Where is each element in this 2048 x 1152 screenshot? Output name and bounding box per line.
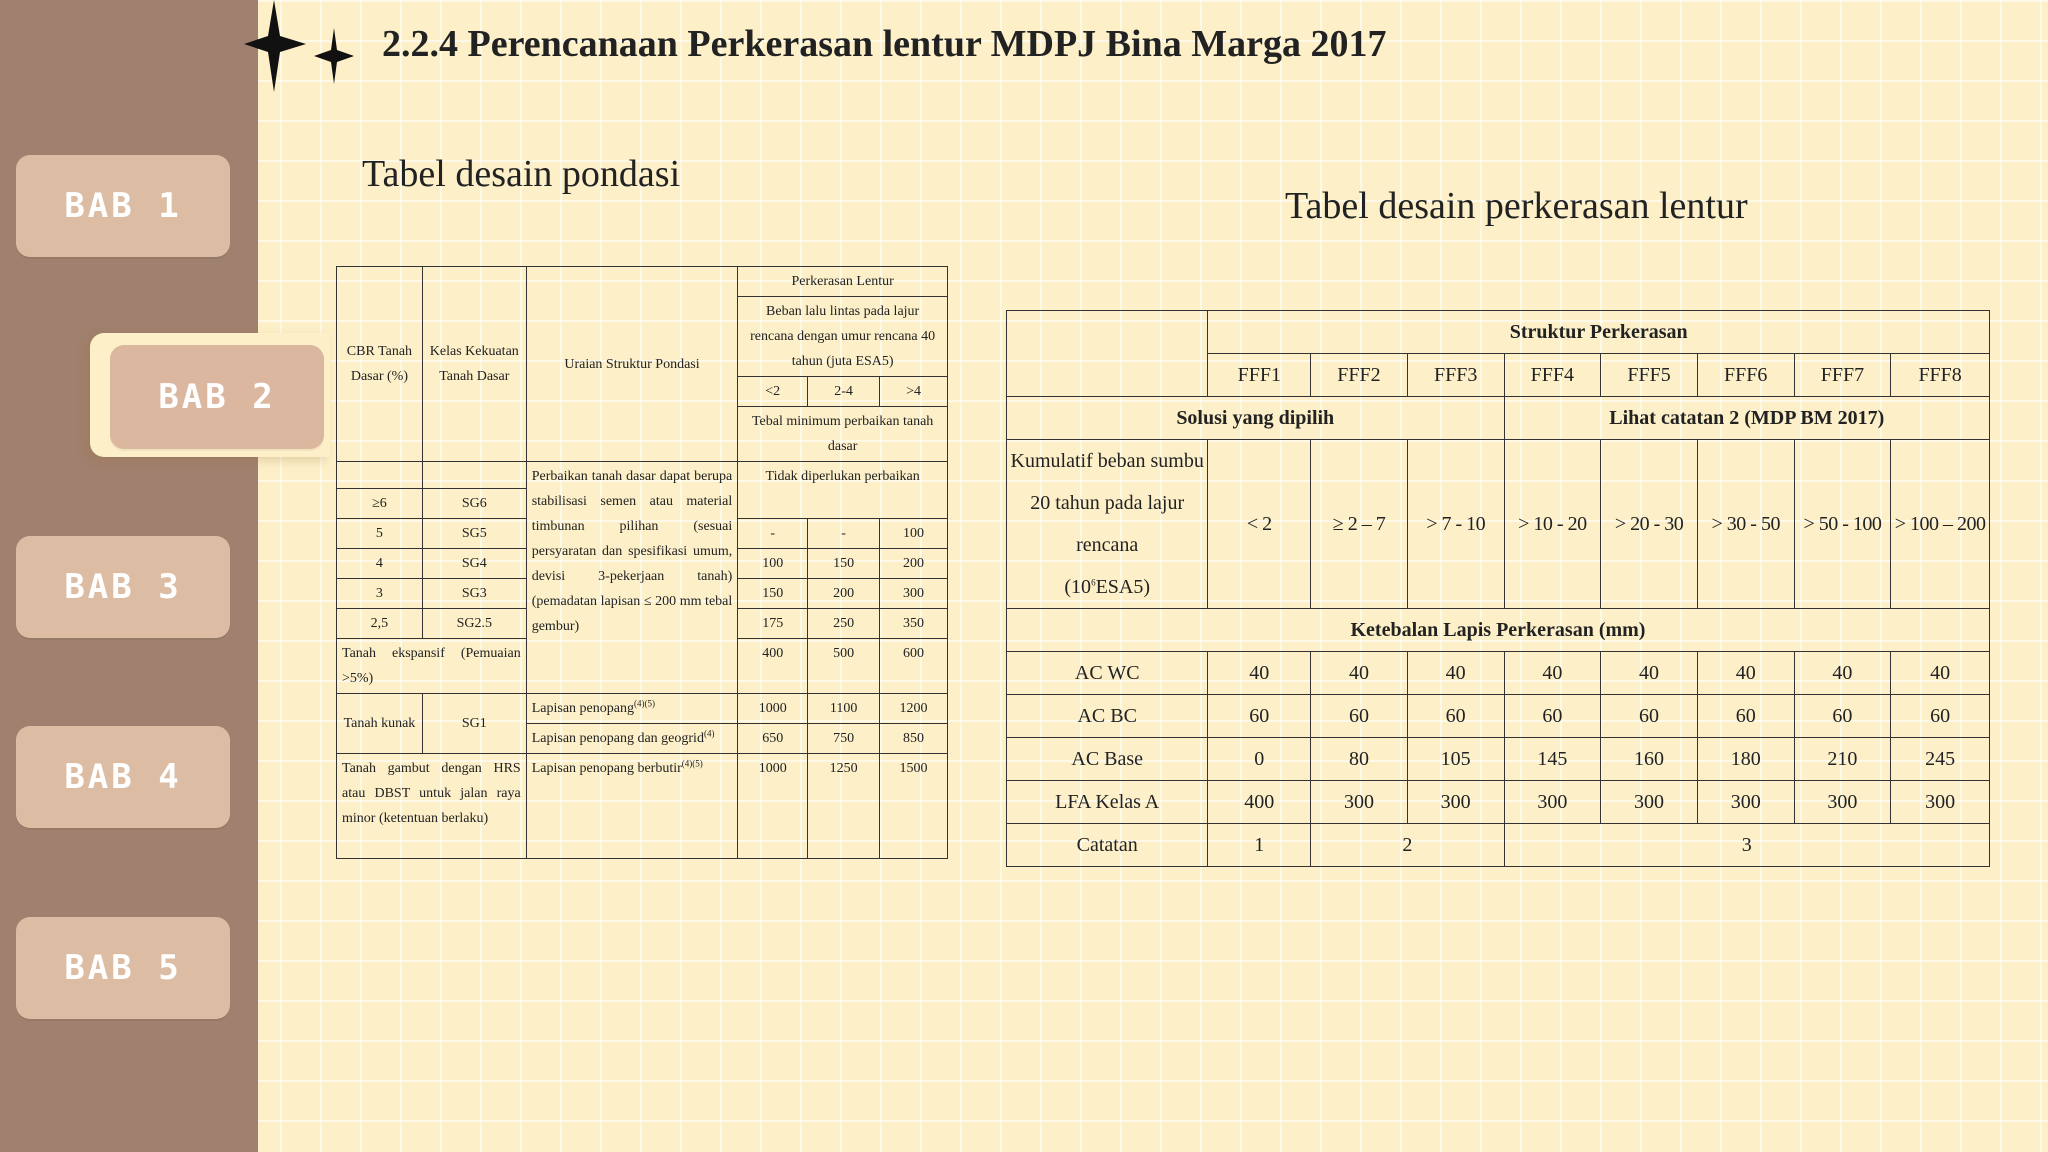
table-cell: - — [738, 519, 808, 549]
solusi-label: Solusi yang dipilih — [1007, 397, 1505, 440]
table-row-kelas: SG6 — [422, 489, 526, 519]
table-cell: 1500 — [880, 754, 948, 859]
col-header: FFF7 — [1794, 354, 1891, 397]
tidak-diperlukan: Tidak diperlukan perbaikan — [738, 462, 948, 519]
table-cell: - — [808, 519, 880, 549]
table-cell: 60 — [1504, 695, 1601, 738]
col-header: FFF6 — [1697, 354, 1794, 397]
ekspansif-label: Tanah ekspansif (Pemuaian >5%) — [337, 639, 527, 694]
ketebalan-label: Ketebalan Lapis Perkerasan (mm) — [1007, 609, 1990, 652]
table-row-kelas: SG4 — [422, 549, 526, 579]
table-row-cbr: 3 — [337, 579, 423, 609]
range-cell: > 50 - 100 — [1794, 440, 1891, 609]
nav-bab-2-button[interactable]: BAB 2 — [110, 345, 324, 449]
layer-name: AC Base — [1007, 738, 1208, 781]
table-cell: 60 — [1601, 695, 1698, 738]
table-cell: 40 — [1601, 652, 1698, 695]
table-cell: 250 — [808, 609, 880, 639]
table-cell: 400 — [1208, 781, 1311, 824]
range-cell: > 30 - 50 — [1697, 440, 1794, 609]
table-cell: 150 — [808, 549, 880, 579]
catatan-cell: 2 — [1311, 824, 1504, 867]
table-cell: 300 — [1794, 781, 1891, 824]
header-struktur: Struktur Perkerasan — [1208, 311, 1990, 354]
table-cell: 40 — [1311, 652, 1408, 695]
header-beban: Beban lalu lintas pada lajur rencana dengan umur rencana 40 tahun (juta ESA5) — [738, 297, 948, 377]
table-cell: 180 — [1697, 738, 1794, 781]
table-cell: 1200 — [880, 694, 948, 724]
header-kelas: Kelas Kekuatan Tanah Dasar — [422, 267, 526, 462]
nav-bab-3-button[interactable]: BAB 3 — [16, 536, 230, 638]
col-header: FFF8 — [1891, 354, 1990, 397]
table-cell: 1250 — [808, 754, 880, 859]
catatan-label: Catatan — [1007, 824, 1208, 867]
table-cell: 1000 — [738, 754, 808, 859]
table-cell: 60 — [1794, 695, 1891, 738]
layer-name: AC WC — [1007, 652, 1208, 695]
table-cell: 145 — [1504, 738, 1601, 781]
gambut-uraian: Lapisan penopang berbutir$^{(4)(5)}$ — [526, 754, 738, 859]
table-cell: 1000 — [738, 694, 808, 724]
range-cell: > 7 - 10 — [1407, 440, 1504, 609]
table-cell: 60 — [1208, 695, 1311, 738]
sparkle-star-icon — [244, 0, 364, 100]
table-row-kelas: SG5 — [422, 519, 526, 549]
table-cell: 100 — [738, 549, 808, 579]
table-cell: 650 — [738, 724, 808, 754]
table-cell: 300 — [1311, 781, 1408, 824]
nav-bab-4-button[interactable]: BAB 4 — [16, 726, 230, 828]
header-lt2: <2 — [738, 377, 808, 407]
kumulatif-label: Kumulatif beban sumbu 20 tahun pada lajur rencana $(10^6ESA5)$ — [1007, 440, 1208, 609]
header-2-4: 2-4 — [808, 377, 880, 407]
range-cell: ≥ 2 – 7 — [1311, 440, 1408, 609]
table-cell: 300 — [1601, 781, 1698, 824]
kunak-label: Tanah kunak — [337, 694, 423, 754]
table-cell: 80 — [1311, 738, 1408, 781]
range-cell: > 100 – 200 — [1891, 440, 1990, 609]
table-cell: 0 — [1208, 738, 1311, 781]
kunak-kelas: SG1 — [422, 694, 526, 754]
table-cell: 300 — [880, 579, 948, 609]
col-header: FFF2 — [1311, 354, 1408, 397]
table-cell: 60 — [1697, 695, 1794, 738]
uraian-perbaikan: Perbaikan tanah dasar dapat berupa stabilisasi semen atau material timbunan pilihan (sesuai persyaratan dan spesifikasi umum, devisi 3-pekerjaan tanah) (pemadatan lapisan ≤ 200 mm tebal gembur) — [526, 462, 738, 694]
table-row-cbr: ≥6 — [337, 489, 423, 519]
table-cell: 300 — [1407, 781, 1504, 824]
table-cell: 210 — [1794, 738, 1891, 781]
kunak-r1-label: Lapisan penopang$^{(4)(5)}$ — [526, 694, 738, 724]
table-desain-perkerasan-lentur — [1006, 310, 1990, 867]
table-cell: 60 — [1891, 695, 1990, 738]
table-cell: 500 — [808, 639, 880, 694]
gambut-label: Tanah gambut dengan HRS atau DBST untuk jalan raya minor (ketentuan berlaku) — [337, 754, 527, 859]
table-cell: 300 — [1504, 781, 1601, 824]
table-cell: 150 — [738, 579, 808, 609]
header-tebal: Tebal minimum perbaikan tanah dasar — [738, 407, 948, 462]
col-header: FFF4 — [1504, 354, 1601, 397]
table-cell: 400 — [738, 639, 808, 694]
range-cell: < 2 — [1208, 440, 1311, 609]
header-perkerasan-lentur: Perkerasan Lentur — [738, 267, 948, 297]
table-desain-pondasi — [336, 266, 948, 859]
subtitle-pondasi: Tabel desain pondasi — [362, 153, 681, 195]
table-cell: 600 — [880, 639, 948, 694]
table-row-cbr: 5 — [337, 519, 423, 549]
table-cell: 60 — [1311, 695, 1408, 738]
table-cell: 300 — [1891, 781, 1990, 824]
header-uraian: Uraian Struktur Pondasi — [526, 267, 738, 462]
table-cell: 1100 — [808, 694, 880, 724]
table-row-cbr: 2,5 — [337, 609, 423, 639]
table-cell: 750 — [808, 724, 880, 754]
range-cell: > 10 - 20 — [1504, 440, 1601, 609]
header-cbr: CBR Tanah Dasar (%) — [337, 267, 423, 462]
table-cell: 40 — [1794, 652, 1891, 695]
table-cell: 100 — [880, 519, 948, 549]
table-cell: 245 — [1891, 738, 1990, 781]
col-header: FFF3 — [1407, 354, 1504, 397]
table-cell: 40 — [1407, 652, 1504, 695]
range-cell: > 20 - 30 — [1601, 440, 1698, 609]
subtitle-perkerasan-lentur: Tabel desain perkerasan lentur — [1285, 185, 1748, 227]
catatan-2-label: Lihat catatan 2 (MDP BM 2017) — [1504, 397, 1989, 440]
layer-name: LFA Kelas A — [1007, 781, 1208, 824]
table-row-kelas: SG2.5 — [422, 609, 526, 639]
table-cell: 850 — [880, 724, 948, 754]
table-cell: 350 — [880, 609, 948, 639]
table-cell: 200 — [880, 549, 948, 579]
layer-name: AC BC — [1007, 695, 1208, 738]
table-cell: 175 — [738, 609, 808, 639]
table-cell: 40 — [1891, 652, 1990, 695]
table-cell: 200 — [808, 579, 880, 609]
table-cell: 105 — [1407, 738, 1504, 781]
nav-bab-1-button[interactable]: BAB 1 — [16, 155, 230, 257]
table-row-kelas: SG3 — [422, 579, 526, 609]
nav-bab-5-button[interactable]: BAB 5 — [16, 917, 230, 1019]
catatan-cell: 1 — [1208, 824, 1311, 867]
catatan-cell: 3 — [1504, 824, 1989, 867]
page-title: 2.2.4 Perencanaan Perkerasan lentur MDPJ Bina Marga 2017 — [382, 23, 1387, 65]
kunak-r2-label: Lapisan penopang dan geogrid$^{(4)}$ — [526, 724, 738, 754]
table-row-cbr: 4 — [337, 549, 423, 579]
table-cell: 40 — [1697, 652, 1794, 695]
table-cell: 300 — [1697, 781, 1794, 824]
col-header: FFF5 — [1601, 354, 1698, 397]
table-cell: 160 — [1601, 738, 1698, 781]
table-cell: 40 — [1208, 652, 1311, 695]
table-cell: 40 — [1504, 652, 1601, 695]
table-cell: 60 — [1407, 695, 1504, 738]
header-gt4: >4 — [880, 377, 948, 407]
col-header: FFF1 — [1208, 354, 1311, 397]
